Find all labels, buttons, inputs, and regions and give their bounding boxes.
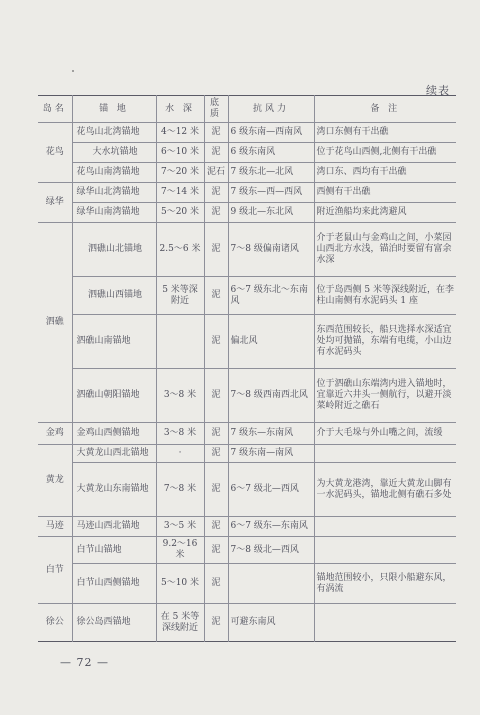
wind-cell: 7 级东—东南风 [228,423,314,445]
note-cell: 湾口东侧有干出礁 [314,123,456,143]
substrate-cell: 泥 [204,369,228,423]
wind-cell [228,564,314,604]
depth-cell: 5～10 米 [156,564,204,604]
note-cell: 位于花鸟山西侧,北侧有干出礁 [314,143,456,163]
substrate-cell: 泥 [204,183,228,203]
table-row [38,463,456,517]
wind-cell: 6～7 级东北～东南风 [228,277,314,315]
depth-cell: 3～8 米 [156,369,204,423]
depth-cell: 2.5～6 米 [156,223,204,277]
page-number: — 72 — [60,656,109,669]
table-row [38,163,456,183]
substrate-cell: 泥 [204,143,228,163]
note-cell: 湾口东、西均有干出礁 [314,163,456,183]
depth-cell: 6～10 米 [156,143,204,163]
substrate-cell: 泥 [204,604,228,642]
header-wind: 抗风力 [228,96,314,123]
depth-cell: 5～20 米 [156,203,204,223]
island-cell: 花鸟 [38,123,72,183]
table-row [38,123,456,143]
substrate-cell: 泥 [204,223,228,277]
wind-cell: 可避东南风 [228,604,314,642]
wind-cell: 7 级东—西—西风 [228,183,314,203]
table-row [38,183,456,203]
note-cell [314,445,456,463]
header-notes: 备 注 [314,96,456,123]
anchorage-cell: 绿华山北湾锚地 [72,183,156,203]
note-cell: 为大黄龙港湾，靠近大黄龙山脚有一水泥码头，锚地北侧有礁石多处 [314,463,456,517]
note-cell [314,537,456,564]
substrate-cell: 泥石 [204,163,228,183]
anchorage-cell: 绿华山南湾锚地 [72,203,156,223]
anchorage-table [38,95,456,642]
depth-cell: 3～5 米 [156,517,204,537]
table-row [38,604,456,642]
anchorage-cell: 大黄龙山东南锚地 [72,463,156,517]
note-cell: 介于大毛垛与外山嘴之间，流缓 [314,423,456,445]
wind-cell: 7 级东南—南风 [228,445,314,463]
header-island: 岛名 [38,96,72,123]
table-header-row [38,96,456,123]
table-row [38,537,456,564]
wind-cell: 9 级北—东北风 [228,203,314,223]
anchorage-cell: 马迹山西北锚地 [72,517,156,537]
substrate-cell: 泥 [204,203,228,223]
wind-cell: 偏北风 [228,315,314,369]
anchorage-cell: 白节山锚地 [72,537,156,564]
table-row [38,517,456,537]
wind-cell: 6～7 级东—东南风 [228,517,314,537]
wind-cell: 7～8 级偏南诸风 [228,223,314,277]
substrate-cell: 泥 [204,537,228,564]
anchorage-cell: 大黄龙山西北锚地 [72,445,156,463]
depth-cell [156,315,204,369]
island-cell: 泗礁 [38,223,72,423]
substrate-cell: 泥 [204,315,228,369]
wind-cell: 7～8 级北—西风 [228,537,314,564]
depth-cell: 9.2～16 米 [156,537,204,564]
island-cell: 马迹 [38,517,72,537]
note-cell: 西侧有干出礁 [314,183,456,203]
island-cell: 金鸡 [38,423,72,445]
continued-label: 续表 [426,84,450,97]
anchorage-cell: 花鸟山南湾锚地 [72,163,156,183]
anchorage-cell: 花鸟山北湾锚地 [72,123,156,143]
note-cell: 介于老鼠山与金鸡山之间，小菜园山西北方水浅，锚泊时要留有富余水深 [314,223,456,277]
table-row [38,143,456,163]
note-cell: 附近渔船均来此湾避风 [314,203,456,223]
depth-cell: · [156,445,204,463]
ink-speck [72,70,74,72]
substrate-cell: 泥 [204,445,228,463]
island-cell: 绿华 [38,183,72,223]
table-row [38,277,456,315]
anchorage-cell: 泗礁山朝阳锚地 [72,369,156,423]
table-row [38,564,456,604]
anchorage-cell: 徐公岛西锚地 [72,604,156,642]
anchorage-cell: 金鸡山西侧锚地 [72,423,156,445]
wind-cell: 6 级东南—西南风 [228,123,314,143]
note-cell: 锚地范围较小，只限小船避东风，有涡流 [314,564,456,604]
table-row [38,423,456,445]
depth-cell: 在 5 米等深线附近 [156,604,204,642]
table-row [38,223,456,277]
depth-cell: 7～14 米 [156,183,204,203]
substrate-cell: 泥 [204,517,228,537]
table-row [38,445,456,463]
island-cell: 黄龙 [38,445,72,517]
island-cell: 白节 [38,537,72,604]
header-anchorage: 锚 地 [72,96,156,123]
substrate-cell: 泥 [204,463,228,517]
substrate-cell: 泥 [204,277,228,315]
note-cell: 位于岛西侧 5 米等深线附近，在李柱山南侧有水泥码头 1 座 [314,277,456,315]
depth-cell: 7～20 米 [156,163,204,183]
anchorage-cell: 泗礁山西锚地 [72,277,156,315]
note-cell [314,604,456,642]
wind-cell: 6～7 级北—西风 [228,463,314,517]
table-row [38,369,456,423]
anchorage-cell: 大水坑锚地 [72,143,156,163]
anchorage-cell: 白节山西侧锚地 [72,564,156,604]
wind-cell: 7 级东北—北风 [228,163,314,183]
header-substrate: 底质 [204,96,228,123]
depth-cell: 4～12 米 [156,123,204,143]
depth-cell: 3～8 米 [156,423,204,445]
note-cell: 东西范围较长，船只选择水深适宜处均可抛锚，东端有电缆，小山边有水泥码头 [314,315,456,369]
wind-cell: 6 级东南风 [228,143,314,163]
island-cell: 徐公 [38,604,72,642]
substrate-cell: 泥 [204,423,228,445]
note-cell [314,517,456,537]
table-row [38,203,456,223]
depth-cell: 7～8 米 [156,463,204,517]
table-row [38,315,456,369]
substrate-cell: 泥 [204,564,228,604]
substrate-cell: 泥 [204,123,228,143]
header-depth: 水 深 [156,96,204,123]
anchorage-cell: 泗礁山北锚地 [72,223,156,277]
wind-cell: 7～8 级西南西北风 [228,369,314,423]
depth-cell: 5 米等深附近 [156,277,204,315]
anchorage-cell: 泗礁山南锚地 [72,315,156,369]
note-cell: 位于泗礁山东端湾内进入锚地时，宜靠近六井头一侧航行，以避开淡菜岭附近之礁石 [314,369,456,423]
